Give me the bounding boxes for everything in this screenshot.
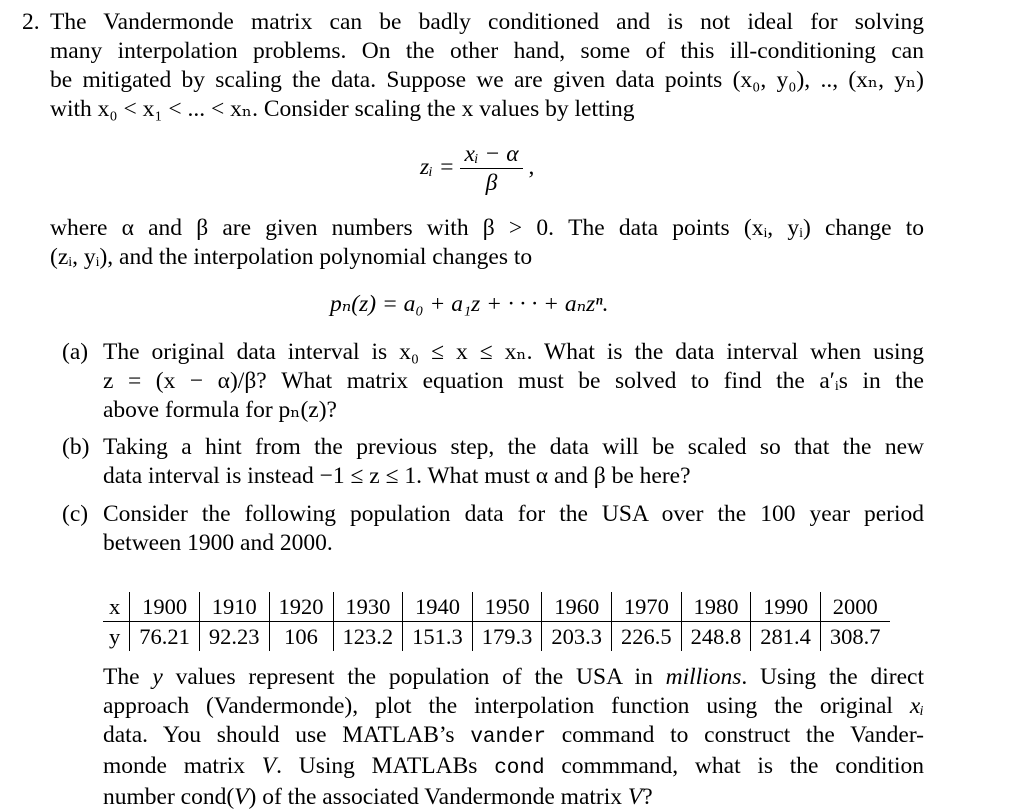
text-run: commmand, what is the condition: [544, 753, 924, 779]
part-a-label: (a): [62, 339, 89, 365]
table-cell: 281.4: [751, 622, 821, 652]
table-cell: 308.7: [820, 622, 889, 652]
table-cell: 1990: [751, 592, 821, 622]
after-line: [103, 692, 924, 721]
table-cell: 92.23: [199, 622, 269, 652]
code-vander: vander: [470, 726, 546, 749]
text-run: data. You should use MATLAB’s: [103, 722, 471, 748]
scaling-formula: [420, 140, 534, 200]
intro-line: The Vandermonde matrix can be badly conditioned and is not ideal for solving: [50, 9, 924, 35]
text-run: ?: [642, 784, 653, 810]
table-cell: 76.21: [130, 622, 200, 652]
table-cell: 2000: [820, 592, 889, 622]
part-b-label: (b): [62, 434, 90, 460]
table-cell: 226.5: [612, 622, 682, 652]
part-c-line: Consider the following population data for the USA over the 100 year period: [103, 501, 924, 527]
text-run: monde matrix: [103, 753, 262, 779]
question-number: 2.: [22, 9, 40, 35]
math-V: V: [627, 784, 643, 810]
table-cell: 203.3: [542, 622, 612, 652]
table-cell: 106: [269, 622, 333, 652]
table-cell: 179.3: [472, 622, 542, 652]
text-run: ) of the associated Vandermonde matrix: [248, 784, 628, 810]
intro-line: many interpolation problems. On the other hand, some of this ill-conditioning can: [50, 38, 924, 64]
after-table-paragraph: [103, 663, 924, 812]
table-cell: 1960: [542, 592, 612, 622]
text-run: The: [103, 664, 153, 690]
after-line: [103, 663, 924, 692]
polynomial-formula: pₙ(z) = a₀ + a₁z + · · · + aₙzⁿ.: [330, 291, 609, 317]
formula-trail: ,: [528, 153, 535, 180]
table-cell: 1910: [199, 592, 269, 622]
table-cell: 1930: [333, 592, 403, 622]
code-cond: cond: [494, 757, 545, 780]
text-run: . Using MATLABs: [276, 753, 495, 779]
formula-lhs: zᵢ =: [420, 153, 455, 180]
part-b-text: [103, 433, 924, 491]
part-a-text: [103, 338, 924, 425]
table-cell: 1980: [681, 592, 751, 622]
table-row-y: [103, 622, 890, 652]
after-line: [103, 752, 924, 783]
intro-paragraph: [50, 8, 924, 124]
math-xi: xᵢ: [909, 693, 924, 719]
table-cell: 123.2: [333, 622, 403, 652]
part-c-line: between 1900 and 2000.: [103, 530, 333, 556]
table-cell: 1940: [403, 592, 473, 622]
fraction-numerator: xᵢ − α: [460, 140, 522, 169]
table-cell: 151.3: [403, 622, 473, 652]
where-line: where α and β are given numbers with β > 0. The data points (xᵢ, yᵢ) change to: [50, 215, 924, 241]
text-run: . Using the direct: [741, 664, 924, 690]
part-a-line: z = (x − α)/β? What matrix equation must be solved to find the a′ᵢs in the: [103, 368, 924, 394]
table-cell: 1920: [269, 592, 333, 622]
part-c-label: (c): [62, 501, 89, 527]
text-run: command to construct the Vander-: [545, 722, 924, 748]
after-line: [103, 721, 924, 752]
part-a-line: above formula for pₙ(z)?: [103, 397, 337, 423]
text-run: approach (Vandermonde), plot the interpolation function using the original: [103, 693, 910, 719]
table-cell: 1900: [130, 592, 200, 622]
emphasis-millions: millions: [665, 664, 742, 690]
table-cell: 248.8: [681, 622, 751, 652]
text-run: number cond(: [103, 784, 235, 810]
where-line: (zᵢ, yᵢ), and the interpolation polynomial changes to: [50, 244, 533, 270]
fraction: [460, 140, 522, 197]
text-run: values represent the population of the USA in: [162, 664, 666, 690]
population-table: [103, 592, 890, 651]
math-V: V: [261, 753, 277, 779]
part-a-line: The original data interval is x₀ ≤ x ≤ xₙ. What is the data interval when using: [103, 339, 924, 365]
part-b-line: Taking a hint from the previous step, the data will be scaled so that the new: [103, 434, 924, 460]
table-cell: 1950: [472, 592, 542, 622]
fraction-denominator: β: [485, 170, 498, 196]
part-c-text: [103, 500, 924, 558]
where-paragraph: [50, 214, 924, 272]
part-b-line: data interval is instead −1 ≤ z ≤ 1. What must α and β be here?: [103, 463, 691, 489]
table-cell: 1970: [612, 592, 682, 622]
math-y: y: [152, 664, 163, 690]
intro-line: with x₀ < x₁ < ... < xₙ. Consider scaling the x values by letting: [50, 96, 635, 122]
intro-line: be mitigated by scaling the data. Suppose we are given data points (x₀, y₀), .., (xₙ, yₙ): [50, 67, 924, 93]
math-V: V: [234, 784, 249, 810]
table-row-x: [103, 592, 890, 622]
row-header-y: y: [109, 624, 121, 649]
row-header-x: x: [103, 592, 130, 622]
